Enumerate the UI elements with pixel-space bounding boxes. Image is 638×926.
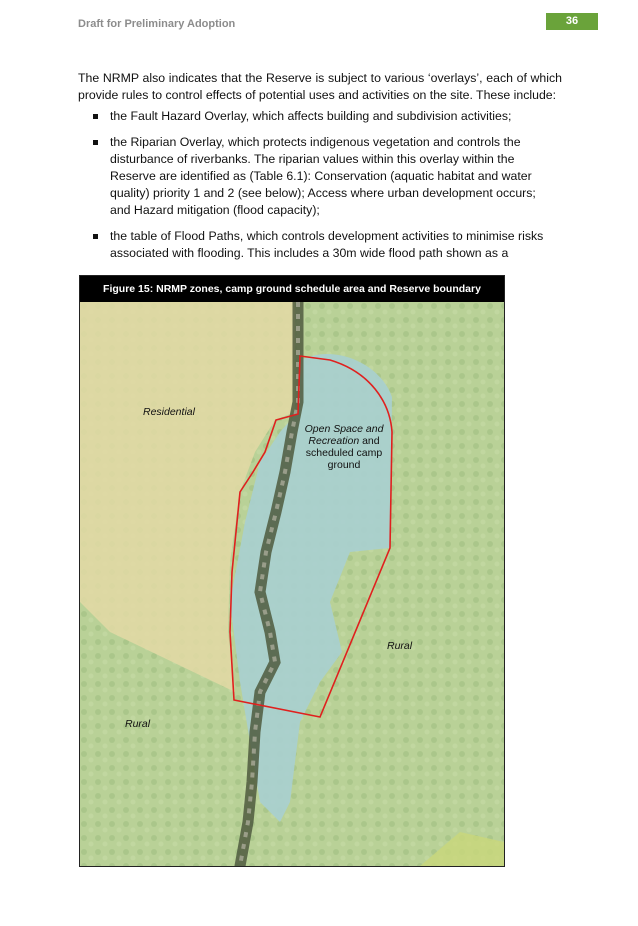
bullet-square-icon — [93, 140, 98, 145]
header-title: Draft for Preliminary Adoption — [78, 18, 236, 30]
list-item — [78, 108, 548, 125]
bullet-text: the Riparian Overlay, which protects indigenous vegetation and controls the disturbance of riverbanks. The riparian values within this overlay within the Reserve are identified as (Table 6.1): Conservation (aquatic habitat and water quality) priority 1 and 2 (see below); Access where urban development occurs; and Hazard mitigation (flood capacity); — [110, 135, 536, 217]
rural-zone-label-right: Rural — [387, 640, 413, 652]
open-space-zone-label: Open Space and Recreation and scheduled camp ground — [304, 423, 384, 471]
residential-zone-label: Residential — [143, 406, 195, 418]
bullet-square-icon — [93, 114, 98, 119]
intro-paragraph: The NRMP also indicates that the Reserve is subject to various ‘overlays’, each of which provide rules to control effects of potential uses and activities on the site. These include: — [78, 71, 562, 102]
bullet-text: the Fault Hazard Overlay, which affects building and subdivision activities; — [110, 109, 512, 123]
list-item — [78, 228, 548, 262]
rural-zone-label-left: Rural — [125, 718, 151, 730]
figure-map — [79, 275, 505, 867]
figure-caption: Figure 15: NRMP zones, camp ground schedule area and Reserve boundary — [80, 276, 504, 302]
bullet-square-icon — [93, 234, 98, 239]
zone-map-image — [80, 302, 504, 866]
bullet-text: the table of Flood Paths, which controls development activities to minimise risks associated with flooding. This includes a 30m wide flood path shown as a — [110, 229, 544, 260]
page-number-badge: 36 — [546, 13, 598, 30]
list-item — [78, 134, 548, 219]
overlay-bullet-list — [78, 108, 548, 271]
